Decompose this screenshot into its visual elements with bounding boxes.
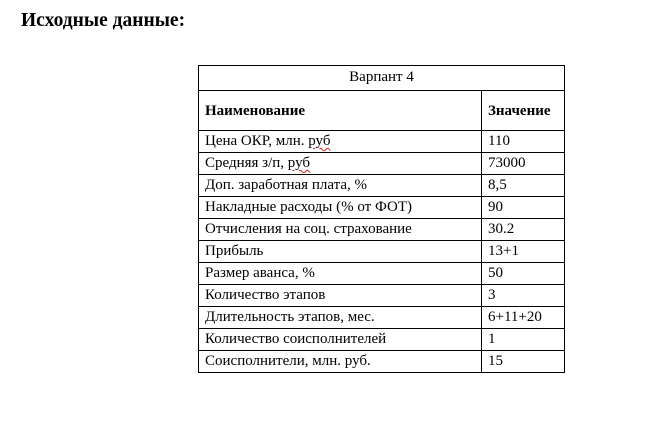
row-value-cell: 15	[482, 351, 565, 373]
row-name-cell: Длительность этапов, мес.	[199, 307, 482, 329]
table-row	[199, 263, 565, 285]
table-row	[199, 351, 565, 373]
row-name-cell: Накладные расходы (% от ФОТ)	[199, 197, 482, 219]
row-name-cell: Количество этапов	[199, 285, 482, 307]
row-name-cell: Прибыль	[199, 241, 482, 263]
column-header-value: Значение	[482, 91, 565, 131]
table-body	[199, 66, 565, 373]
row-name-cell	[199, 131, 482, 153]
row-name-text: Цена ОКР, млн.	[205, 133, 309, 149]
variant-title: Варпант 4	[199, 66, 565, 91]
row-value-cell: 110	[482, 131, 565, 153]
row-name-cell: Доп. заработная плата, %	[199, 175, 482, 197]
row-value-cell: 6+11+20	[482, 307, 565, 329]
spellcheck-flagged-word: руб	[308, 133, 331, 149]
row-value-cell: 3	[482, 285, 565, 307]
table-row	[199, 131, 565, 153]
spellcheck-flagged-word: руб	[287, 155, 311, 171]
row-name-cell: Размер аванса, %	[199, 263, 482, 285]
table-row	[199, 197, 565, 219]
table-row	[199, 241, 565, 263]
column-header-name: Наименование	[199, 91, 482, 131]
table-row	[199, 153, 565, 175]
row-name-cell: Отчисления на соц. страхование	[199, 219, 482, 241]
row-value-cell: 8,5	[482, 175, 565, 197]
row-name-text: Средняя з/п,	[205, 155, 288, 171]
row-name-cell	[199, 153, 482, 175]
table-row	[199, 219, 565, 241]
row-value-cell: 73000	[482, 153, 565, 175]
row-value-cell: 50	[482, 263, 565, 285]
table-row	[199, 329, 565, 351]
table-row	[199, 175, 565, 197]
row-name-cell: Количество соисполнителей	[199, 329, 482, 351]
variant-row	[199, 66, 565, 91]
row-value-cell: 13+1	[482, 241, 565, 263]
row-value-cell: 90	[482, 197, 565, 219]
row-name-cell: Соисполнители, млн. руб.	[199, 351, 482, 373]
table-row	[199, 307, 565, 329]
page-title: Исходные данные:	[21, 10, 186, 31]
header-row	[199, 91, 565, 131]
parameters-table	[198, 65, 565, 373]
row-value-cell: 1	[482, 329, 565, 351]
table-row	[199, 285, 565, 307]
row-value-cell: 30.2	[482, 219, 565, 241]
